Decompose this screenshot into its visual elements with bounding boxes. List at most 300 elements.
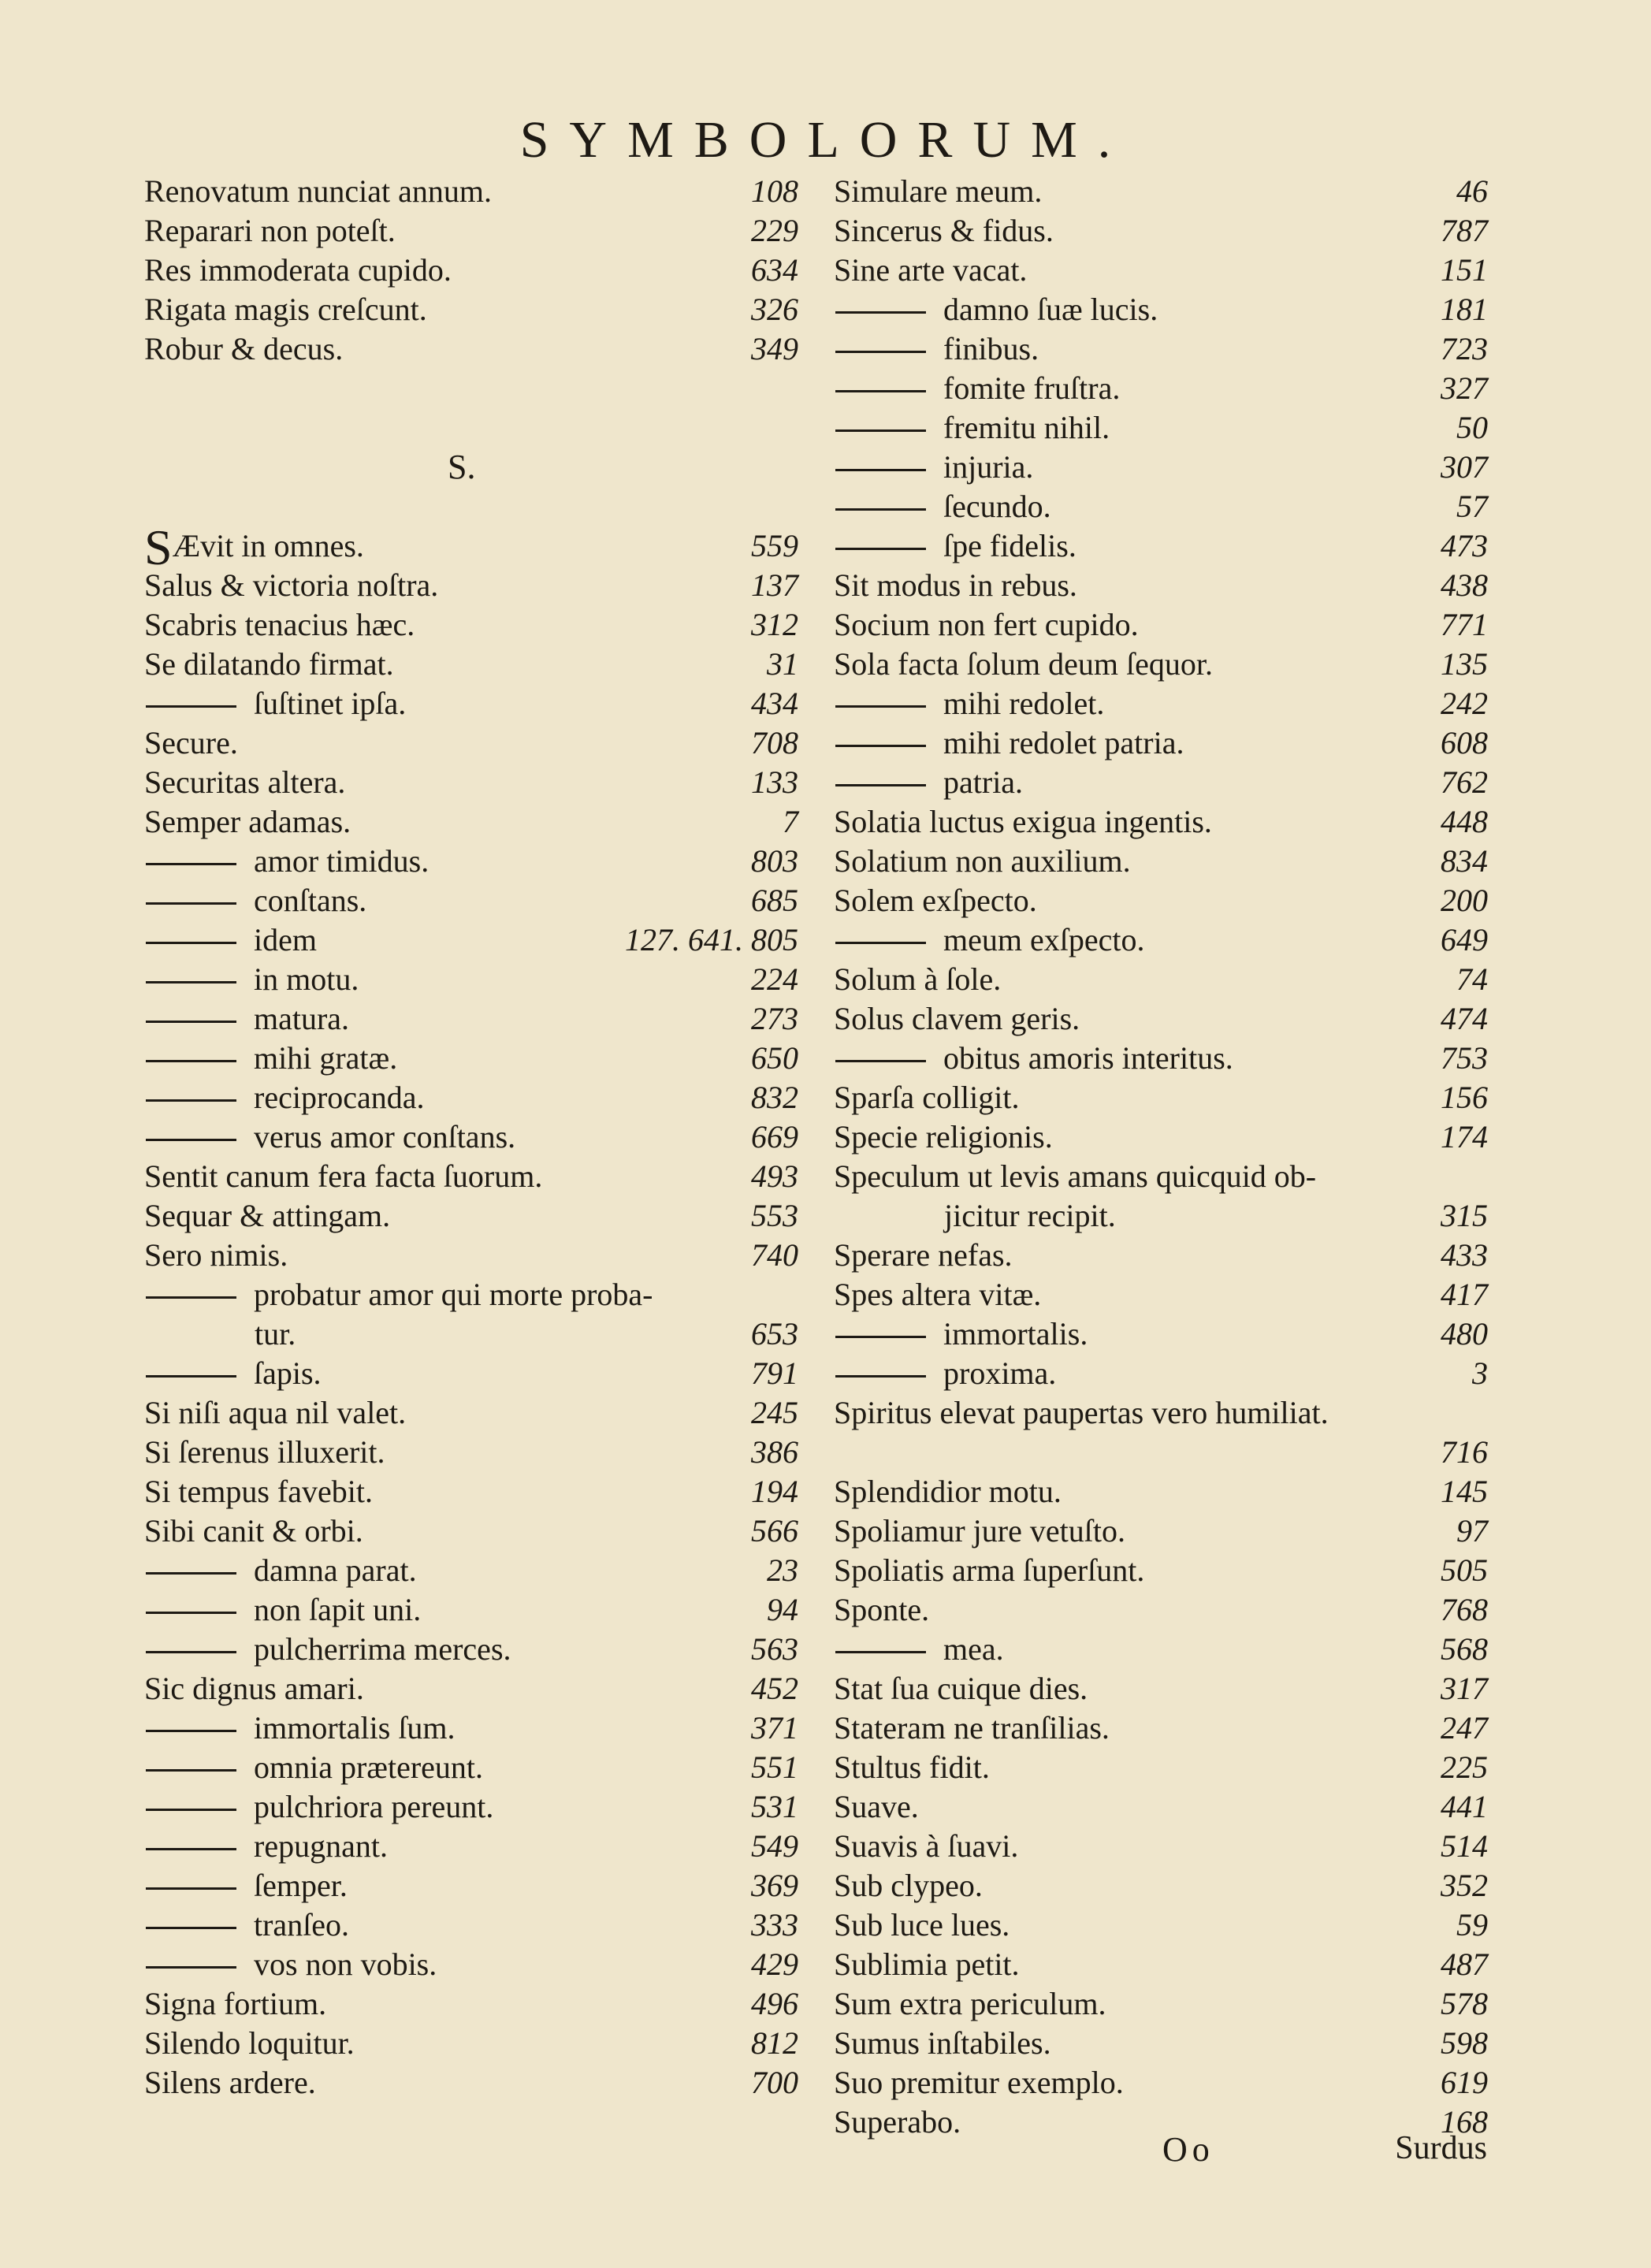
entry-page-number: 480 [1441,1316,1488,1352]
index-entry [144,842,798,881]
entry-text: Sincerus & fidus. [834,213,1054,248]
entry-text: matura. [254,1001,350,1036]
entry-text: Suave. [834,1789,919,1824]
ditto-dash [146,705,236,708]
entry-text: Spes altera vitæ. [834,1277,1042,1312]
index-entry [834,2103,1488,2142]
entry-page-number: 97 [1456,1513,1488,1549]
entry-page-number: 108 [751,173,798,209]
index-entry [144,645,798,684]
signature-mark: Oo [1162,2130,1214,2169]
entry-text: vos non vobis. [254,1946,437,1982]
index-entry [834,960,1488,999]
entry-text: Sub clypeo. [834,1868,983,1903]
entry-text: non ſapit uni. [254,1592,422,1627]
ditto-dash [146,1730,236,1732]
page-title: SYMBOLORUM. [519,111,1132,169]
entry-page-number: 553 [751,1198,798,1233]
entry-page-number: 549 [751,1828,798,1864]
entry-text: Secure. [144,725,238,760]
entry-text: Res immoderata cupido. [144,252,452,288]
entry-page-number: 137 [751,567,798,603]
entry-text: Sentit canum fera facta ſuorum. [144,1158,543,1194]
index-entry [144,1511,798,1551]
entry-text: reciprocanda. [254,1080,425,1115]
entry-text: Sequar & attingam. [144,1198,391,1233]
entry-page-number: 551 [751,1749,798,1785]
ditto-dash [835,1651,926,1653]
entry-text: Renovatum nunciat annum. [144,173,493,209]
entry-page-number: 3 [1472,1355,1488,1391]
entry-page-number: 349 [751,331,798,366]
entry-text: pulcherrima merces. [254,1631,511,1667]
index-entry [834,1984,1488,2024]
index-entry [144,960,798,999]
entry-text: fomite fruſtra. [943,370,1121,406]
index-entry [144,1945,798,1984]
entry-text: idem [254,922,317,957]
entry-page-number: 649 [1441,922,1488,957]
index-entry [834,329,1488,369]
index-entry [834,369,1488,408]
index-entry [834,645,1488,684]
entry-page-number: 448 [1441,804,1488,839]
index-entry [144,1551,798,1590]
ditto-dash [146,902,236,905]
index-entry [144,211,798,251]
entry-text: Stateram ne tranſilias. [834,1710,1110,1746]
entry-page-number: 181 [1441,292,1488,327]
entry-page-number: 834 [1441,843,1488,879]
entry-text: Suavis à ſuavi. [834,1828,1019,1864]
ditto-dash [835,784,926,786]
entry-page-number: 700 [751,2065,798,2100]
entry-text: Sero nimis. [144,1237,288,1273]
index-entry [834,1905,1488,1945]
entry-text: omnia prætereunt. [254,1749,484,1785]
entry-page-number: 619 [1441,2065,1488,2100]
entry-text: Semper adamas. [144,804,351,839]
index-entry [834,1590,1488,1630]
entry-page-number: 441 [1441,1789,1488,1824]
entry-page-number: 127. 641. 805 [625,922,798,957]
index-entry [834,2063,1488,2103]
index-entry [834,723,1488,763]
index-entry [144,1472,798,1511]
ditto-dash [835,1336,926,1338]
entry-page-number: 505 [1441,1552,1488,1588]
index-entry [144,251,798,290]
entry-text: mea. [943,1631,1004,1667]
entry-page-number: 634 [751,252,798,288]
entry-text: Sublimia petit. [834,1946,1020,1982]
index-entry [834,408,1488,448]
entry-text: Spiritus elevat paupertas vero humiliat. [834,1395,1329,1430]
index-entry [834,1787,1488,1827]
entry-page-number: 369 [751,1868,798,1903]
index-entry [144,1590,798,1630]
entry-text: repugnant. [254,1828,388,1864]
entry-text: probatur amor qui morte proba- [254,1277,653,1312]
entry-text: Reparari non poteſt. [144,213,396,248]
entry-page-number: 429 [751,1946,798,1982]
index-entry [834,1866,1488,1905]
entry-page-number: 434 [751,686,798,721]
left-column [144,172,798,2103]
entry-page-number: 57 [1456,489,1488,524]
entry-text: Sibi canit & orbi. [144,1513,363,1549]
index-entry [144,1787,798,1827]
right-list [834,172,1488,2142]
index-entry [144,1866,798,1905]
entry-page-number: 7 [783,804,798,839]
entry-text: Sparſa colligit. [834,1080,1020,1115]
index-entry [144,1393,798,1433]
index-entry [834,1354,1488,1393]
index-entry [144,763,798,802]
entry-page-number: 46 [1456,173,1488,209]
ditto-dash [146,1572,236,1575]
index-entry [144,566,798,605]
entry-text: finibus. [943,331,1039,366]
entry-page-number: 669 [751,1119,798,1154]
entry-text: immortalis. [943,1316,1088,1352]
index-entry [834,1157,1488,1236]
index-entry [834,881,1488,920]
left-top-list [144,172,798,369]
index-entry [144,920,798,960]
entry-text: Sperare nefas. [834,1237,1013,1273]
entry-page-number: 31 [767,646,798,682]
entry-page-number: 685 [751,883,798,918]
entry-text: injuria. [943,449,1034,485]
right-column [834,172,1488,2142]
index-entry [144,802,798,842]
entry-page-number: 473 [1441,528,1488,563]
entry-page-number: 762 [1441,764,1488,800]
ditto-dash [146,1612,236,1614]
entry-text: Simulare meum. [834,173,1043,209]
ditto-dash [146,1927,236,1929]
index-entry [144,1236,798,1275]
index-entry [144,881,798,920]
index-entry [834,1630,1488,1669]
entry-page-number: 23 [767,1552,798,1588]
entry-page-number: 787 [1441,213,1488,248]
entry-text: Securitas altera. [144,764,346,800]
entry-page-number: 753 [1441,1040,1488,1076]
ditto-dash [835,351,926,353]
entry-text: ſecundo. [943,489,1051,524]
entry-page-number: 229 [751,213,798,248]
ditto-dash [146,863,236,865]
ditto-dash [146,1887,236,1890]
ditto-dash [835,1375,926,1378]
ditto-dash [146,1375,236,1378]
entry-page-number: 598 [1441,2025,1488,2061]
ditto-dash [146,1809,236,1811]
index-entry [834,999,1488,1039]
entry-page-number: 50 [1456,410,1488,445]
entry-page-number: 653 [751,1316,798,1352]
entry-page-number: 307 [1441,449,1488,485]
entry-page-number: 200 [1441,883,1488,918]
index-entry [144,329,798,369]
entry-text: ſpe fidelis. [943,528,1076,563]
entry-text: amor timidus. [254,843,429,879]
entry-text: ſemper. [254,1868,348,1903]
entry-page-number: 474 [1441,1001,1488,1036]
ditto-dash [835,1060,926,1062]
entry-page-number: 708 [751,725,798,760]
entry-page-number: 531 [751,1789,798,1824]
index-entry [144,2063,798,2103]
index-entry [144,1196,798,1236]
index-entry [834,1472,1488,1511]
index-entry [834,487,1488,526]
entry-text: Sponte. [834,1592,930,1627]
index-entry [834,1117,1488,1157]
index-entry [144,1157,798,1196]
index-entry [144,1354,798,1393]
index-entry [144,1630,798,1669]
index-entry [834,684,1488,723]
entry-text: Stultus fidit. [834,1749,990,1785]
index-entry [144,605,798,645]
ditto-dash [146,1651,236,1653]
entry-page-number: 352 [1441,1868,1488,1903]
index-entry [144,1078,798,1117]
entry-text: Speculum ut levis amans quicquid ob- [834,1158,1317,1194]
index-entry [834,920,1488,960]
entry-text: Sumus inſtabiles. [834,2025,1051,2061]
entry-page-number: 273 [751,1001,798,1036]
spacer [144,369,798,408]
entry-page-number: 333 [751,1907,798,1943]
entry-text: proxima. [943,1355,1057,1391]
entry-text: Solatium non auxilium. [834,843,1131,879]
entry-text: Splendidior motu. [834,1474,1062,1509]
entry-text: Specie religionis. [834,1119,1053,1154]
entry-page-number: 133 [751,764,798,800]
entry-page-number: 568 [1441,1631,1488,1667]
entry-text: Sola facta ſolum deum ſequor. [834,646,1213,682]
index-entry [834,802,1488,842]
entry-page-number: 563 [751,1631,798,1667]
index-entry [144,2024,798,2063]
entry-page-number: 327 [1441,370,1488,406]
index-entry [144,1433,798,1472]
index-entry [834,566,1488,605]
entry-page-number: 224 [751,961,798,997]
index-entry [144,1827,798,1866]
entry-page-number: 771 [1441,607,1488,642]
entry-initial: S [144,519,173,575]
index-entry [144,1669,798,1708]
left-s-list [144,519,798,2103]
entry-text: damna parat. [254,1552,417,1588]
entry-continuation: jicitur recipit. [944,1198,1116,1233]
entry-page-number: 493 [751,1158,798,1194]
entry-text: Si tempus favebit. [144,1474,373,1509]
index-entry [144,684,798,723]
entry-page-number: 145 [1441,1474,1488,1509]
entry-page-number: 135 [1441,646,1488,682]
index-entry [144,1748,798,1787]
entry-text: Solus clavem geris. [834,1001,1080,1036]
ditto-dash [146,1060,236,1062]
entry-page-number: 487 [1441,1946,1488,1982]
entry-page-number: 452 [751,1671,798,1706]
entry-text: Suo premitur exemplo. [834,2065,1124,2100]
entry-page-number: 225 [1441,1749,1488,1785]
index-entry [144,519,798,575]
entry-text: verus amor conſtans. [254,1119,516,1154]
entry-page-number: 317 [1441,1671,1488,1706]
ditto-dash [835,508,926,511]
ditto-dash [146,981,236,983]
index-entry [834,1275,1488,1314]
entry-page-number: 371 [751,1710,798,1746]
index-entry [834,763,1488,802]
index-entry [144,1275,798,1354]
entry-text: Stat ſua cuique dies. [834,1671,1088,1706]
entry-text: tranſeo. [254,1907,350,1943]
entry-page-number: 768 [1441,1592,1488,1627]
entry-page-number: 803 [751,843,798,879]
ditto-dash [146,1296,236,1299]
index-entry [144,1984,798,2024]
index-entry [834,1236,1488,1275]
ditto-dash [835,390,926,392]
entry-page-number: 559 [751,528,798,563]
ditto-dash [835,469,926,471]
entry-page-number: 650 [751,1040,798,1076]
ditto-dash [835,429,926,432]
index-entry [834,1078,1488,1117]
ditto-dash [835,548,926,550]
entry-page-number: 578 [1441,1986,1488,2021]
catchword: Surdus [1395,2130,1487,2166]
entry-page-number: 812 [751,2025,798,2061]
ditto-dash [146,1139,236,1141]
entry-text: Spoliatis arma ſuperſunt. [834,1552,1145,1588]
entry-text: Si ſerenus illuxerit. [144,1434,385,1470]
entry-page-number: 168 [1441,2104,1488,2140]
entry-page-number: 74 [1456,961,1488,997]
ditto-dash [146,942,236,944]
entry-page-number: 608 [1441,725,1488,760]
section-letter: S. [448,448,476,486]
entry-page-number: 156 [1441,1080,1488,1115]
entry-text: fremitu nihil. [943,410,1110,445]
entry-text: ſuſtinet ipſa. [254,686,407,721]
entry-page-number: 194 [751,1474,798,1509]
entry-text: Sic dignus amari. [144,1671,364,1706]
entry-page-number: 716 [1441,1434,1488,1470]
entry-text: pulchriora pereunt. [254,1789,494,1824]
index-entry [834,1827,1488,1866]
ditto-dash [835,745,926,747]
index-entry [144,1905,798,1945]
entry-text: Silendo loquitur. [144,2025,355,2061]
entry-page-number: 496 [751,1986,798,2021]
index-entry [834,1511,1488,1551]
index-entry [834,1039,1488,1078]
entry-text: Ævit in omnes. [172,528,364,563]
entry-text: mihi redolet patria. [943,725,1184,760]
index-entry [834,211,1488,251]
entry-text: immortalis ſum. [254,1710,456,1746]
entry-text: Sub luce lues. [834,1907,1010,1943]
index-entry [834,1393,1488,1472]
entry-page-number: 723 [1441,331,1488,366]
entry-text: mihi redolet. [943,686,1105,721]
entry-text: Scabris tenacius hæc. [144,607,415,642]
ditto-dash [146,1848,236,1850]
index-entry [144,1117,798,1157]
index-entry [144,723,798,763]
entry-text: damno ſuæ lucis. [943,292,1158,327]
entry-page-number: 247 [1441,1710,1488,1746]
index-entry [144,172,798,211]
entry-text: Spoliamur jure vetuſto. [834,1513,1125,1549]
ditto-dash [146,1769,236,1772]
entry-page-number: 242 [1441,686,1488,721]
index-entry [834,290,1488,329]
index-entry [144,290,798,329]
entry-text: Silens ardere. [144,2065,316,2100]
index-entry [144,1708,798,1748]
ditto-dash [835,311,926,314]
entry-page-number: 386 [751,1434,798,1470]
entry-page-number: 740 [751,1237,798,1273]
index-entry [834,605,1488,645]
entry-page-number: 566 [751,1513,798,1549]
entry-text: Sine arte vacat. [834,252,1028,288]
index-entry [144,1039,798,1078]
entry-page-number: 514 [1441,1828,1488,1864]
entry-text: Rigata magis creſcunt. [144,292,427,327]
index-entry [834,842,1488,881]
entry-text: in motu. [254,961,359,997]
entry-text: conſtans. [254,883,367,918]
ditto-dash [146,1966,236,1969]
index-entry [834,172,1488,211]
entry-text: Socium non fert cupido. [834,607,1139,642]
index-entry [144,999,798,1039]
index-entry [834,526,1488,566]
index-entry [834,1551,1488,1590]
entry-page-number: 791 [751,1355,798,1391]
entry-text: Si niſi aqua nil valet. [144,1395,407,1430]
entry-page-number: 438 [1441,567,1488,603]
index-entry [834,1708,1488,1748]
entry-page-number: 417 [1441,1277,1488,1312]
index-entry [834,1669,1488,1708]
entry-page-number: 433 [1441,1237,1488,1273]
entry-page-number: 832 [751,1080,798,1115]
entry-page-number: 151 [1441,252,1488,288]
entry-text: mihi gratæ. [254,1040,398,1076]
index-entry [834,1945,1488,1984]
index-entry [834,448,1488,487]
entry-text: Sit modus in rebus. [834,567,1077,603]
ditto-dash [146,1021,236,1023]
entry-page-number: 326 [751,292,798,327]
index-entry [834,1748,1488,1787]
ditto-dash [835,942,926,944]
